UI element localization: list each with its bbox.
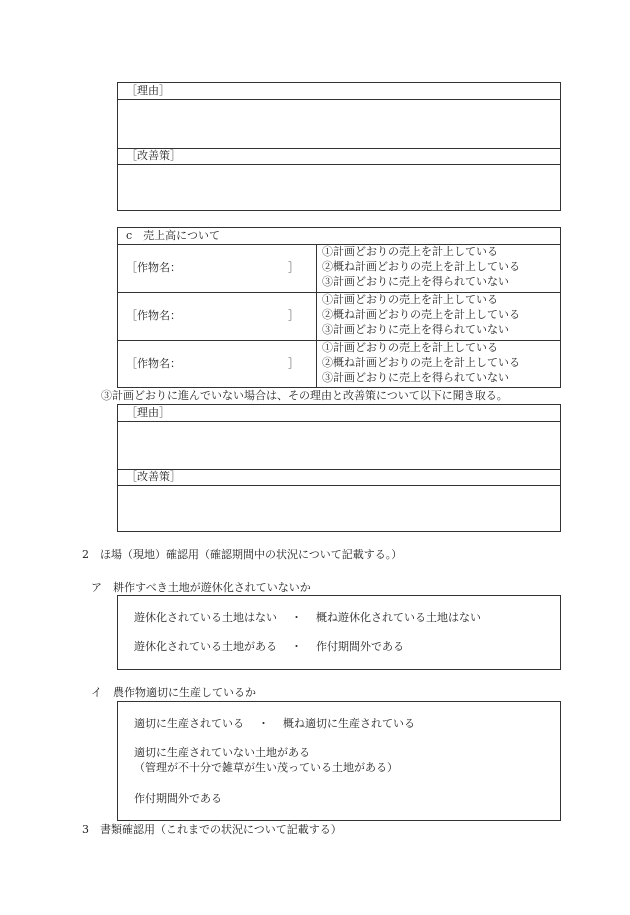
crop-name-label: ［作物名：: [126, 309, 181, 322]
second-reason-improve-box: [117, 404, 561, 532]
option-line: [134, 639, 404, 655]
section-2a-title: ア 耕作すべき土地が遊休化されていないか: [91, 581, 311, 594]
not-proper-note: （管理が不十分で雑草が生い茂っている土地がある）: [134, 761, 398, 774]
divider: [118, 469, 560, 470]
reason-field[interactable]: [118, 422, 560, 469]
option-line: [134, 610, 481, 626]
not-proper-option[interactable]: 適切に生産されていない土地がある: [134, 746, 310, 759]
improve-label: ［改善策］: [126, 470, 181, 483]
crop-name-label: ［作物名：: [126, 261, 181, 274]
sales-header: c 売上高について: [126, 229, 220, 242]
sales-note: ③計画どおりに進んでいない場合は、その理由と改善策について以下に聞き取る。: [101, 389, 508, 402]
sales-option[interactable]: ①計画どおりの売上を計上している: [322, 245, 498, 258]
improve-field[interactable]: [118, 486, 560, 531]
improve-field[interactable]: [118, 165, 560, 210]
separator-dot: ・: [291, 611, 302, 624]
mostly-properly-option[interactable]: 概ね適切に生産されている: [283, 717, 415, 730]
off-season-option[interactable]: 作付期間外である: [316, 640, 404, 653]
section-3-title: 3 書類確認用（これまでの状況について記載する）: [82, 823, 342, 836]
top-reason-improve-box: [117, 82, 561, 211]
crop-name-close: ］: [288, 309, 299, 322]
column-divider: [316, 244, 317, 387]
produced-properly-option[interactable]: 適切に生産されている: [134, 717, 244, 730]
sales-option[interactable]: ③計画どおりに売上を得られていない: [322, 323, 509, 336]
idle-none-option[interactable]: 遊休化されている土地はない: [134, 611, 277, 624]
reason-label: ［理由］: [126, 84, 170, 97]
section-2-title: 2 ほ場（現地）確認用（確認期間中の状況について記載する。）: [82, 548, 403, 561]
sales-option[interactable]: ①計画どおりの売上を計上している: [322, 341, 498, 354]
improve-label: ［改善策］: [126, 149, 181, 162]
separator-dot: ・: [258, 717, 269, 730]
crop-name-label: ［作物名：: [126, 357, 181, 370]
sales-option[interactable]: ①計画どおりの売上を計上している: [322, 293, 498, 306]
section-2i-title: イ 農作物適切に生産しているか: [91, 686, 256, 699]
production-options-box: [117, 701, 561, 821]
crop-name-close: ］: [288, 261, 299, 274]
idle-land-options-box: [117, 595, 561, 670]
reason-field[interactable]: [118, 100, 560, 148]
divider: [118, 148, 560, 149]
sales-option[interactable]: ③計画どおりに売上を得られていない: [322, 371, 509, 384]
sales-table: [117, 227, 561, 388]
separator-dot: ・: [291, 640, 302, 653]
sales-option[interactable]: ②概ね計画どおりの売上を計上している: [322, 356, 520, 369]
crop-name-close: ］: [288, 357, 299, 370]
sales-option[interactable]: ③計画どおりに売上を得られていない: [322, 275, 509, 288]
sales-option[interactable]: ②概ね計画どおりの売上を計上している: [322, 308, 520, 321]
option-line: [134, 716, 415, 732]
sales-option[interactable]: ②概ね計画どおりの売上を計上している: [322, 260, 520, 273]
off-season-option[interactable]: 作付期間外である: [134, 792, 222, 805]
reason-label: ［理由］: [126, 406, 170, 419]
idle-mostly-none-option[interactable]: 概ね遊休化されている土地はない: [316, 611, 481, 624]
idle-exists-option[interactable]: 遊休化されている土地がある: [134, 640, 277, 653]
